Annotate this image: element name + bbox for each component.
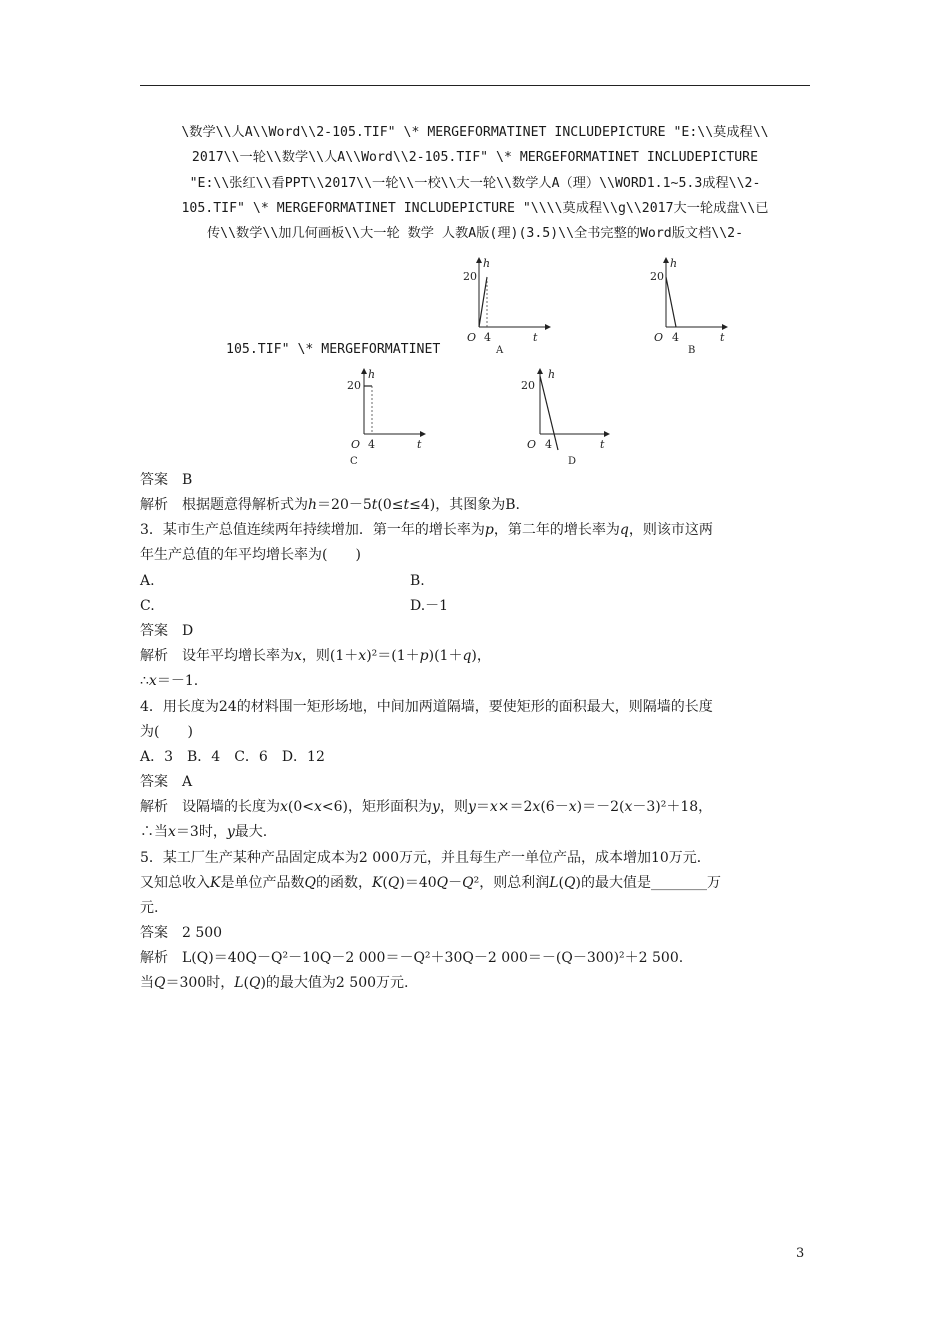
q4-stem-line-1: 4．用长度为24的材料围一矩形场地，中间加两道隔墙，要使矩形的面积最大，则隔墙的长度	[140, 699, 713, 715]
graph-d-label: D	[568, 456, 577, 467]
q3-option-d: D.－1	[410, 598, 449, 614]
graph-d-origin: O	[527, 438, 537, 451]
header-rule	[140, 85, 810, 86]
q5-analysis: 解析 L(Q)＝40Q－Q²－10Q－2 000＝－Q²＋30Q－2 000＝－(Q－300)²＋2 500.	[140, 950, 684, 966]
graph-d-y-tick: 20	[521, 379, 535, 392]
graph-c-x-tick: 4	[368, 438, 375, 451]
q3-conclusion: ∴x＝－1.	[140, 673, 199, 689]
graph-c-y-axis-label: h	[368, 368, 376, 381]
graph-b-origin: O	[654, 331, 664, 344]
q5-stem-line-3: 元.	[140, 900, 159, 916]
graph-b-x-tick: 4	[672, 331, 679, 344]
graph-b-curve	[666, 277, 676, 327]
q3-option-c: C.	[140, 598, 155, 614]
q2-analysis: 解析 根据题意得解析式为h＝20－5t(0≤t≤4)，其图象为B.	[140, 497, 520, 513]
graph-b-y-axis-label: h	[670, 257, 678, 270]
graph-c-origin: O	[351, 438, 361, 451]
q3-option-b: B.	[410, 573, 425, 589]
path-text-line-6: 105.TIF" \* MERGEFORMATINET	[226, 342, 441, 357]
graph-a-origin: O	[467, 331, 477, 344]
graph-b-x-axis-label: t	[720, 331, 725, 344]
graph-c-label: C	[350, 456, 358, 467]
path-text-line-4: 105.TIF" \* MERGEFORMATINET INCLUDEPICTURE "\\\\莫成程\\g\\2017大一轮成盘\\已	[181, 201, 769, 216]
graph-c-x-axis-label: t	[417, 438, 422, 451]
q3-option-a: A.	[140, 573, 155, 589]
graph-a-y-tick: 20	[463, 270, 477, 283]
graph-a-x-tick: 4	[484, 331, 491, 344]
graph-a	[455, 255, 555, 355]
graph-d	[516, 366, 616, 466]
q3-stem-line-2: 年生产总值的年平均增长率为( )	[140, 547, 361, 563]
graph-d-y-axis-label: h	[548, 368, 556, 381]
q5-conclusion: 当Q＝300时，L(Q)的最大值为2 500万元.	[140, 975, 409, 991]
graph-b	[642, 255, 742, 355]
q2-answer: 答案 B	[140, 472, 193, 488]
q4-analysis: 解析 设隔墙的长度为x(0<x<6)，矩形面积为y，则y＝x×＝2x(6－x)＝－2(x－3)²＋18，	[140, 799, 713, 815]
graph-a-curve	[479, 277, 487, 327]
q5-stem-line-2: 又知总收入K是单位产品数Q的函数，K(Q)＝40Q－Q²，则总利润L(Q)的最大值是________万	[140, 875, 721, 891]
graph-d-x-tick: 4	[545, 438, 552, 451]
q4-conclusion: ∴当x＝3时，y最大.	[140, 824, 268, 840]
graph-a-x-axis-label: t	[533, 331, 538, 344]
graph-c	[340, 366, 440, 466]
q3-answer: 答案 D	[140, 623, 194, 639]
path-text-line-2: 2017\\一轮\\数学\\人A\\Word\\2-105.TIF" \* MERGEFORMATINET INCLUDEPICTURE	[191, 150, 759, 165]
graph-d-x-axis-label: t	[600, 438, 605, 451]
q4-stem-line-2: 为( )	[140, 724, 193, 740]
page-number: 3	[796, 1246, 805, 1261]
graph-a-label: A	[496, 345, 504, 356]
q3-stem-line-1: 3．某市生产总值连续两年持续增加．第一年的增长率为p，第二年的增长率为q，则该市这两	[140, 522, 713, 538]
q4-answer: 答案 A	[140, 774, 193, 790]
q5-answer: 答案 2 500	[140, 925, 223, 941]
q4-options: A．3 B．4 C．6 D．12	[140, 749, 325, 765]
path-text-line-3: "E:\\张红\\看PPT\\2017\\一轮\\一校\\大一轮\\数学人A（理）\\WORD1.1~5.3成程\\2-	[189, 176, 761, 191]
graph-b-y-tick: 20	[650, 270, 664, 283]
q3-analysis: 解析 设年平均增长率为x，则(1＋x)²＝(1＋p)(1＋q)，	[140, 648, 491, 664]
q5-stem-line-1: 5．某工厂生产某种产品固定成本为2 000万元，并且每生产一单位产品，成本增加10万元．	[140, 850, 711, 866]
path-text-line-1: \数学\\人A\\Word\\2-105.TIF" \* MERGEFORMATINET INCLUDEPICTURE "E:\\莫成程\\	[181, 125, 769, 140]
path-text-line-5: 传\\数学\\加几何画板\\大一轮 数学 人教A版(理)(3.5)\\全书完整的Word版文档\\2-	[206, 226, 744, 241]
graph-b-label: B	[688, 345, 696, 356]
graph-c-y-tick: 20	[347, 379, 361, 392]
graph-a-y-axis-label: h	[483, 257, 491, 270]
